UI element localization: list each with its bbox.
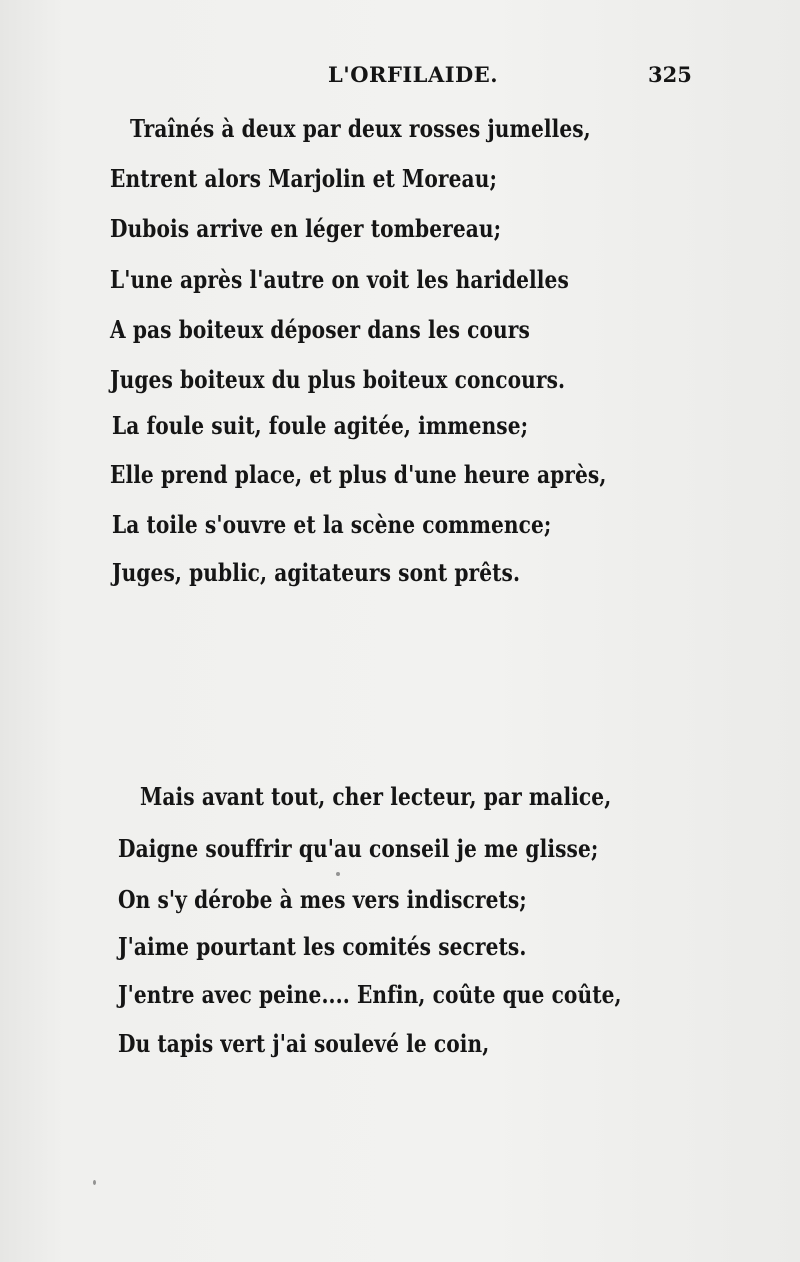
verse-line: On s'y dérobe à mes vers indiscrets; [118,885,527,914]
verse-line: Juges, public, agitateurs sont prêts. [112,558,521,587]
paper-speck [93,1180,96,1185]
verse-line: Traînés à deux par deux rosses jumelles, [130,114,591,143]
paper-speck [336,872,340,876]
verse-line: Juges boiteux du plus boiteux concours. [110,365,566,394]
verse-line: Mais avant tout, cher lecteur, par malice, [140,782,612,811]
verse-line: A pas boiteux déposer dans les cours [110,315,530,344]
verse-line: Entrent alors Marjolin et Moreau; [110,164,497,193]
verse-line: Dubois arrive en léger tombereau; [110,214,502,243]
verse-line: Du tapis vert j'ai soulevé le coin, [118,1029,490,1058]
verse-line: J'entre avec peine.... Enfin, coûte que coûte, [118,980,622,1009]
verse-line: Elle prend place, et plus d'une heure après, [110,460,607,489]
verse-line: La foule suit, foule agitée, immense; [112,411,529,440]
running-title: L'ORFILAIDE. [328,62,499,87]
verse-line: Daigne souffrir qu'au conseil je me glisse; [118,834,599,863]
running-head [0,62,800,92]
verse-line: La toile s'ouvre et la scène commence; [112,510,552,539]
page-number: 325 [648,62,692,87]
verse-line: L'une après l'autre on voit les haridelles [110,265,569,294]
verse-line: J'aime pourtant les comités secrets. [118,932,527,961]
